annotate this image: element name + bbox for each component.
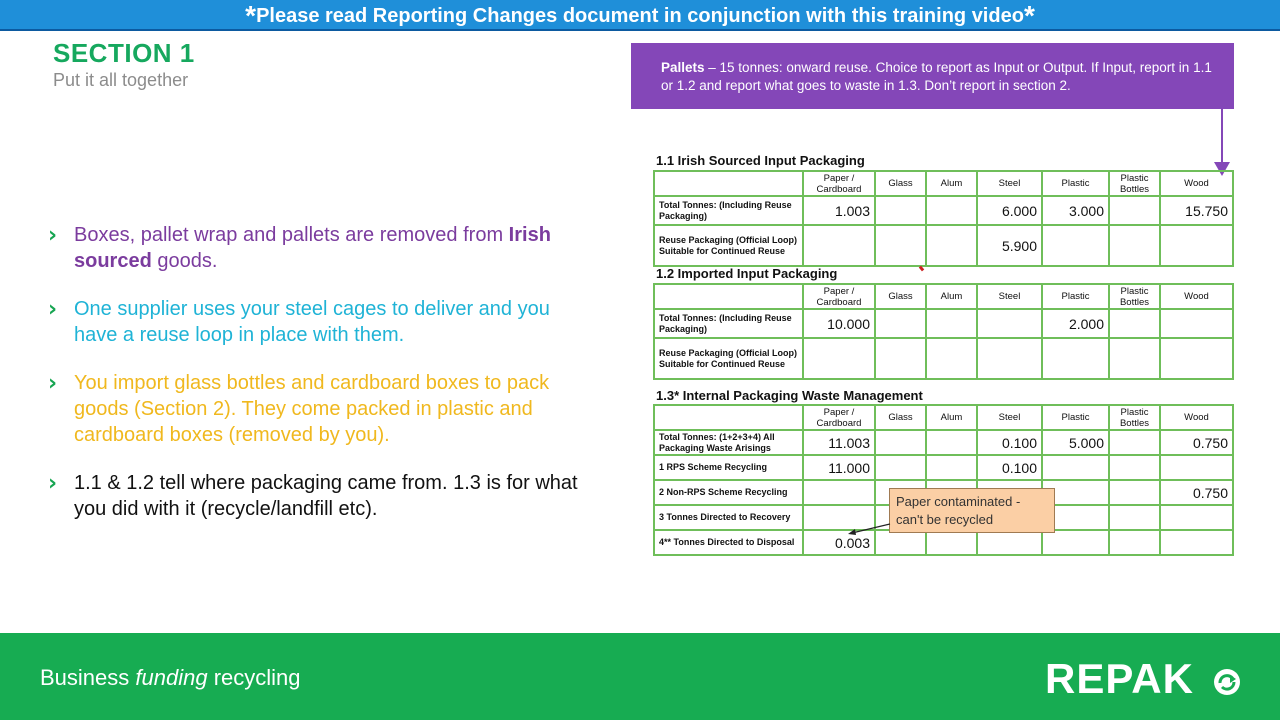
cell-steel[interactable]: 0.100: [977, 430, 1042, 455]
col-steel: Steel: [977, 171, 1042, 196]
row-label: 2 Non-RPS Scheme Recycling: [654, 480, 803, 505]
cell-steel[interactable]: [977, 530, 1042, 555]
chevron-right-icon: ›: [48, 223, 58, 248]
table-1-2-title: 1.2 Imported Input Packaging: [656, 266, 838, 281]
bullet-imports: [48, 370, 588, 448]
cell-glass[interactable]: [875, 225, 926, 266]
row-label: 3 Tonnes Directed to Recovery: [654, 505, 803, 530]
col-bottles: Plastic Bottles: [1109, 284, 1160, 309]
cell-bottles[interactable]: [1109, 338, 1160, 379]
table-irish-sourced: [653, 170, 1234, 267]
cell-steel[interactable]: 6.000: [977, 196, 1042, 225]
chevron-right-icon: ›: [48, 297, 58, 322]
row-label: Total Tonnes: (Including Reuse Packaging): [654, 309, 803, 338]
chevron-right-icon: ›: [48, 371, 58, 396]
header-blank: [654, 284, 803, 309]
tagline-part-2: funding: [135, 665, 208, 690]
tagline: [40, 665, 301, 691]
cell-bottles[interactable]: [1109, 530, 1160, 555]
table-row: [654, 430, 1233, 455]
banner-text: Please read Reporting Changes document in conjunction with this training video: [256, 5, 1024, 27]
cell-bottles[interactable]: [1109, 225, 1160, 266]
cell-bottles[interactable]: [1109, 480, 1160, 505]
recycle-arrow-icon: [1212, 667, 1242, 697]
cell-plastic[interactable]: [1042, 338, 1109, 379]
bullet-steel-cages: [48, 296, 588, 348]
bullet-1-pre: Boxes, pallet wrap and pallets are removed from: [74, 224, 509, 246]
col-bottles: Plastic Bottles: [1109, 171, 1160, 196]
row-label: 4** Tonnes Directed to Disposal: [654, 530, 803, 555]
cell-alum[interactable]: [926, 430, 977, 455]
cell-wood[interactable]: [1160, 338, 1233, 379]
cell-steel[interactable]: [977, 309, 1042, 338]
cell-wood[interactable]: [1160, 530, 1233, 555]
cell-glass[interactable]: [875, 309, 926, 338]
cell-bottles[interactable]: [1109, 196, 1160, 225]
table-imported: [653, 283, 1234, 380]
row-label: Reuse Packaging (Official Loop) Suitable for Continued Reuse: [654, 338, 803, 379]
table-1-3-title: 1.3* Internal Packaging Waste Management: [656, 388, 923, 403]
col-paper: Paper / Cardboard: [803, 171, 875, 196]
cell-alum[interactable]: [926, 455, 977, 480]
col-glass: Glass: [875, 284, 926, 309]
col-wood: Wood: [1160, 284, 1233, 309]
repak-logo: REPAK: [1045, 655, 1194, 702]
cell-plastic[interactable]: [1042, 225, 1109, 266]
row-label: Total Tonnes: (1+2+3+4) All Packaging Waste Arisings: [654, 430, 803, 455]
cell-paper[interactable]: 10.000: [803, 309, 875, 338]
contamination-note: Paper contaminated - can't be recycled: [889, 488, 1055, 533]
cell-bottles[interactable]: [1109, 505, 1160, 530]
cell-glass[interactable]: [875, 196, 926, 225]
callout-connector: [1221, 109, 1223, 164]
cell-glass[interactable]: [875, 455, 926, 480]
cell-wood[interactable]: [1160, 505, 1233, 530]
cell-paper[interactable]: 11.000: [803, 455, 875, 480]
table-internal-waste: [653, 404, 1234, 556]
cell-glass[interactable]: [875, 338, 926, 379]
col-plastic: Plastic: [1042, 405, 1109, 430]
cell-plastic[interactable]: 3.000: [1042, 196, 1109, 225]
cell-glass[interactable]: [875, 430, 926, 455]
cell-wood[interactable]: 0.750: [1160, 430, 1233, 455]
table-1-1-title: 1.1 Irish Sourced Input Packaging: [656, 153, 865, 168]
col-paper: Paper / Cardboard: [803, 405, 875, 430]
callout-lead: Pallets: [661, 60, 705, 75]
cell-paper[interactable]: 11.003: [803, 430, 875, 455]
footer-bar: [0, 633, 1280, 720]
cell-plastic[interactable]: 5.000: [1042, 430, 1109, 455]
cell-plastic[interactable]: 2.000: [1042, 309, 1109, 338]
chevron-right-icon: ›: [48, 471, 58, 496]
cell-wood[interactable]: [1160, 309, 1233, 338]
header-blank: [654, 171, 803, 196]
cell-plastic[interactable]: [1042, 530, 1109, 555]
col-plastic: Plastic: [1042, 284, 1109, 309]
cell-paper[interactable]: 1.003: [803, 196, 875, 225]
tagline-part-3: recycling: [207, 665, 301, 690]
row-label: 1 RPS Scheme Recycling: [654, 455, 803, 480]
table-row: [654, 225, 1233, 266]
col-wood: Wood: [1160, 171, 1233, 196]
tagline-part-1: Business: [40, 665, 136, 690]
cell-wood[interactable]: [1160, 225, 1233, 266]
cell-alum[interactable]: [926, 530, 977, 555]
col-steel: Steel: [977, 284, 1042, 309]
bullet-2-text: One supplier uses your steel cages to deliver and you have a reuse loop in place with them.: [74, 298, 550, 346]
cell-steel[interactable]: 0.100: [977, 455, 1042, 480]
bullet-3-text: You import glass bottles and cardboard boxes to pack goods (Section 2). They come packed in plastic and cardboard boxes (removed by you).: [74, 372, 550, 446]
bullet-irish-sourced: [48, 222, 588, 274]
banner-star-left: *: [245, 0, 257, 31]
cell-plastic[interactable]: [1042, 455, 1109, 480]
cell-bottles[interactable]: [1109, 309, 1160, 338]
table-row: [654, 196, 1233, 225]
cell-paper[interactable]: [803, 225, 875, 266]
top-banner: [0, 0, 1280, 31]
cell-wood[interactable]: [1160, 455, 1233, 480]
table-row: [654, 530, 1233, 555]
cell-paper[interactable]: [803, 480, 875, 505]
table-row: [654, 309, 1233, 338]
table-row: [654, 338, 1233, 379]
cell-alum[interactable]: [926, 196, 977, 225]
row-label: Reuse Packaging (Official Loop) Suitable for Continued Reuse: [654, 225, 803, 266]
col-bottles: Plastic Bottles: [1109, 405, 1160, 430]
cell-alum[interactable]: [926, 338, 977, 379]
table-row: [654, 455, 1233, 480]
cell-paper[interactable]: 0.003: [803, 530, 875, 555]
cell-alum[interactable]: [926, 309, 977, 338]
cell-steel[interactable]: 5.900: [977, 225, 1042, 266]
col-wood: Wood: [1160, 405, 1233, 430]
arrow-left-icon: [846, 522, 892, 536]
col-alum: Alum: [926, 171, 977, 196]
cell-steel[interactable]: [977, 338, 1042, 379]
bullet-4-text: 1.1 & 1.2 tell where packaging came from. 1.3 is for what you did with it (recycle/landfill etc).: [74, 472, 578, 520]
col-steel: Steel: [977, 405, 1042, 430]
bullet-list: [48, 222, 588, 544]
col-glass: Glass: [875, 405, 926, 430]
cell-wood[interactable]: 0.750: [1160, 480, 1233, 505]
cell-paper[interactable]: [803, 338, 875, 379]
bullet-1-bold: Irish sourced: [74, 224, 551, 272]
callout-text: – 15 tonnes: onward reuse. Choice to report as Input or Output. If Input, report in 1.1 or 1.2 and report what goes to waste in 1.3. Don’t report in section 2.: [661, 60, 1212, 93]
col-alum: Alum: [926, 405, 977, 430]
section-title: SECTION 1: [53, 38, 195, 68]
pallets-callout: [631, 43, 1234, 109]
header-blank: [654, 405, 803, 430]
col-alum: Alum: [926, 284, 977, 309]
col-paper: Paper / Cardboard: [803, 284, 875, 309]
cell-wood[interactable]: 15.750: [1160, 196, 1233, 225]
bullet-sections-explained: [48, 470, 588, 522]
col-plastic: Plastic: [1042, 171, 1109, 196]
section-subtitle: Put it all together: [53, 70, 189, 90]
bullet-1-post: goods.: [151, 250, 218, 272]
cell-bottles[interactable]: [1109, 455, 1160, 480]
banner-star-right: *: [1023, 0, 1035, 31]
cell-bottles[interactable]: [1109, 430, 1160, 455]
cell-alum[interactable]: [926, 225, 977, 266]
col-glass: Glass: [875, 171, 926, 196]
row-label: Total Tonnes: (Including Reuse Packaging): [654, 196, 803, 225]
